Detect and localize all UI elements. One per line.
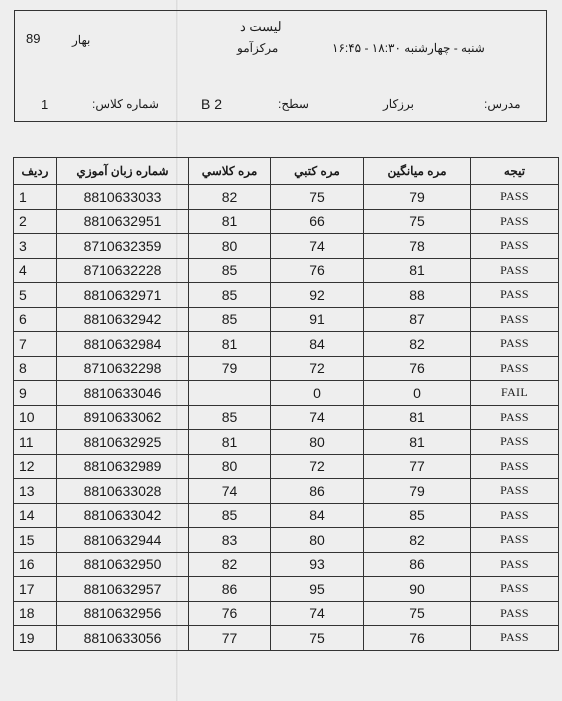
cell-student-id: 8810632944 xyxy=(57,528,189,553)
cell-student-id: 8810632989 xyxy=(57,454,189,479)
cell-class-score: 82 xyxy=(189,552,271,577)
cell-average: 0 xyxy=(364,381,471,406)
table-row xyxy=(14,479,559,504)
cell-average: 78 xyxy=(364,234,471,259)
cell-class-score: 85 xyxy=(189,503,271,528)
cell-class-score: 81 xyxy=(189,430,271,455)
col-header-student-id: شماره زبان آموزي xyxy=(57,158,189,185)
table-row xyxy=(14,307,559,332)
cell-written-score: 72 xyxy=(271,356,364,381)
cell-written-score: 84 xyxy=(271,503,364,528)
col-header-row-number: ردیف xyxy=(14,158,57,185)
cell-row-number: 14 xyxy=(14,503,57,528)
cell-student-id: 8810632951 xyxy=(57,209,189,234)
cell-class-score: 83 xyxy=(189,528,271,553)
cell-written-score: 80 xyxy=(271,430,364,455)
table-row xyxy=(14,577,559,602)
cell-row-number: 12 xyxy=(14,454,57,479)
cell-written-score: 74 xyxy=(271,405,364,430)
teacher-label: مدرس: xyxy=(484,97,521,111)
cell-student-id: 8810632925 xyxy=(57,430,189,455)
cell-student-id: 8710632298 xyxy=(57,356,189,381)
cell-result: PASS xyxy=(471,185,559,210)
level-label: سطح: xyxy=(278,97,309,111)
cell-row-number: 18 xyxy=(14,601,57,626)
cell-student-id: 8810632942 xyxy=(57,307,189,332)
col-header-written-score: مره کتبي xyxy=(271,158,364,185)
level-value: B 2 xyxy=(201,96,223,112)
cell-result: PASS xyxy=(471,307,559,332)
cell-result: PASS xyxy=(471,356,559,381)
table-row xyxy=(14,552,559,577)
center-fragment: مرکزآمو xyxy=(237,41,279,55)
cell-result: PASS xyxy=(471,283,559,308)
cell-student-id: 8810633046 xyxy=(57,381,189,406)
cell-written-score: 92 xyxy=(271,283,364,308)
cell-result: PASS xyxy=(471,577,559,602)
cell-average: 88 xyxy=(364,283,471,308)
cell-written-score: 95 xyxy=(271,577,364,602)
table-row xyxy=(14,356,559,381)
cell-average: 77 xyxy=(364,454,471,479)
table-row xyxy=(14,234,559,259)
cell-student-id: 8810632971 xyxy=(57,283,189,308)
cell-average: 79 xyxy=(364,185,471,210)
cell-result: PASS xyxy=(471,503,559,528)
cell-class-score: 80 xyxy=(189,454,271,479)
cell-result: PASS xyxy=(471,234,559,259)
cell-row-number: 1 xyxy=(14,185,57,210)
cell-class-score: 85 xyxy=(189,307,271,332)
cell-student-id: 8810633028 xyxy=(57,479,189,504)
cell-average: 75 xyxy=(364,601,471,626)
teacher-name: برزکار xyxy=(383,97,414,111)
class-number-value: 1 xyxy=(41,97,49,112)
cell-row-number: 9 xyxy=(14,381,57,406)
cell-class-score: 79 xyxy=(189,356,271,381)
class-number-label: شماره کلاس: xyxy=(92,97,159,111)
cell-written-score: 0 xyxy=(271,381,364,406)
cell-result: PASS xyxy=(471,209,559,234)
cell-result: PASS xyxy=(471,332,559,357)
cell-student-id: 8910633062 xyxy=(57,405,189,430)
cell-written-score: 91 xyxy=(271,307,364,332)
cell-student-id: 8810632950 xyxy=(57,552,189,577)
grades-table-wrap xyxy=(13,157,559,651)
cell-written-score: 74 xyxy=(271,234,364,259)
term-number: 89 xyxy=(26,31,41,46)
table-row xyxy=(14,503,559,528)
cell-row-number: 15 xyxy=(14,528,57,553)
table-header-row xyxy=(14,158,559,185)
cell-class-score: 85 xyxy=(189,405,271,430)
cell-written-score: 75 xyxy=(271,626,364,651)
cell-class-score: 85 xyxy=(189,258,271,283)
cell-written-score: 75 xyxy=(271,185,364,210)
cell-class-score xyxy=(189,381,271,406)
cell-written-score: 72 xyxy=(271,454,364,479)
cell-row-number: 5 xyxy=(14,283,57,308)
cell-result: FAIL xyxy=(471,381,559,406)
cell-written-score: 80 xyxy=(271,528,364,553)
cell-average: 76 xyxy=(364,356,471,381)
cell-average: 81 xyxy=(364,430,471,455)
cell-written-score: 74 xyxy=(271,601,364,626)
cell-result: PASS xyxy=(471,552,559,577)
cell-average: 86 xyxy=(364,552,471,577)
table-row xyxy=(14,528,559,553)
table-row xyxy=(14,626,559,651)
cell-row-number: 6 xyxy=(14,307,57,332)
cell-row-number: 8 xyxy=(14,356,57,381)
table-row xyxy=(14,185,559,210)
cell-class-score: 86 xyxy=(189,577,271,602)
cell-average: 87 xyxy=(364,307,471,332)
table-row xyxy=(14,209,559,234)
cell-row-number: 2 xyxy=(14,209,57,234)
cell-class-score: 85 xyxy=(189,283,271,308)
cell-row-number: 3 xyxy=(14,234,57,259)
cell-row-number: 16 xyxy=(14,552,57,577)
cell-student-id: 8810632956 xyxy=(57,601,189,626)
cell-written-score: 76 xyxy=(271,258,364,283)
cell-class-score: 81 xyxy=(189,209,271,234)
cell-row-number: 19 xyxy=(14,626,57,651)
table-row xyxy=(14,601,559,626)
cell-row-number: 13 xyxy=(14,479,57,504)
cell-result: PASS xyxy=(471,454,559,479)
cell-average: 81 xyxy=(364,405,471,430)
cell-average: 75 xyxy=(364,209,471,234)
cell-average: 90 xyxy=(364,577,471,602)
table-row xyxy=(14,258,559,283)
cell-result: PASS xyxy=(471,405,559,430)
cell-result: PASS xyxy=(471,528,559,553)
cell-student-id: 8810633033 xyxy=(57,185,189,210)
col-header-average: مره ميانگين xyxy=(364,158,471,185)
cell-student-id: 8710632228 xyxy=(57,258,189,283)
table-row xyxy=(14,405,559,430)
table-row xyxy=(14,283,559,308)
cell-class-score: 80 xyxy=(189,234,271,259)
cell-student-id: 8810632984 xyxy=(57,332,189,357)
table-row xyxy=(14,332,559,357)
cell-written-score: 66 xyxy=(271,209,364,234)
schedule: شنبه - چهارشنبه ۱۸:۳۰ - ۱۶:۴۵ xyxy=(332,41,485,55)
cell-student-id: 8810633056 xyxy=(57,626,189,651)
term-label: بهار xyxy=(72,33,91,47)
table-row xyxy=(14,381,559,406)
cell-row-number: 7 xyxy=(14,332,57,357)
cell-class-score: 82 xyxy=(189,185,271,210)
grades-table xyxy=(13,157,559,651)
col-header-result: تيجه xyxy=(471,158,559,185)
cell-written-score: 84 xyxy=(271,332,364,357)
col-header-class-score: مره کلاسي xyxy=(189,158,271,185)
table-row xyxy=(14,430,559,455)
cell-class-score: 77 xyxy=(189,626,271,651)
cell-class-score: 74 xyxy=(189,479,271,504)
cell-class-score: 81 xyxy=(189,332,271,357)
title-fragment: لیست د xyxy=(240,19,282,34)
cell-student-id: 8810632957 xyxy=(57,577,189,602)
table-row xyxy=(14,454,559,479)
cell-result: PASS xyxy=(471,479,559,504)
cell-average: 85 xyxy=(364,503,471,528)
cell-average: 82 xyxy=(364,528,471,553)
cell-result: PASS xyxy=(471,601,559,626)
cell-written-score: 93 xyxy=(271,552,364,577)
cell-row-number: 11 xyxy=(14,430,57,455)
cell-class-score: 76 xyxy=(189,601,271,626)
cell-average: 79 xyxy=(364,479,471,504)
cell-result: PASS xyxy=(471,430,559,455)
cell-result: PASS xyxy=(471,626,559,651)
cell-row-number: 10 xyxy=(14,405,57,430)
cell-average: 81 xyxy=(364,258,471,283)
cell-student-id: 8710632359 xyxy=(57,234,189,259)
cell-row-number: 17 xyxy=(14,577,57,602)
cell-average: 82 xyxy=(364,332,471,357)
cell-written-score: 86 xyxy=(271,479,364,504)
cell-row-number: 4 xyxy=(14,258,57,283)
cell-student-id: 8810633042 xyxy=(57,503,189,528)
cell-result: PASS xyxy=(471,258,559,283)
cell-average: 76 xyxy=(364,626,471,651)
